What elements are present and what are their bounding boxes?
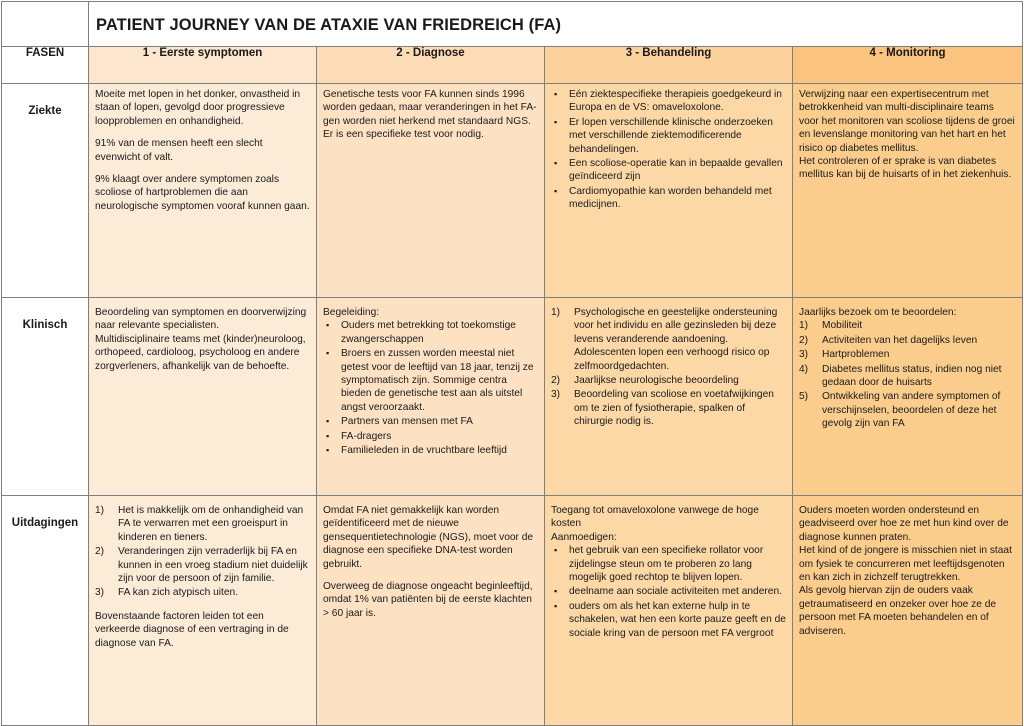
title-corner-cell — [2, 2, 89, 47]
numbered-list — [95, 504, 310, 600]
list-item: ▪ FA-dragers — [323, 430, 538, 443]
row-label-klinisch: Klinisch — [2, 298, 89, 496]
list-number: 2) — [551, 375, 561, 387]
list-item: ▪ ouders om als het kan externe hulp in te schakelen, wat hen een korte pauze geeft en de sociale kring van de persoon met FA vergroot — [551, 600, 786, 640]
cell-paragraph: Verwijzing naar een expertisecentrum met betrokkenheid van multi-disciplinaire teams voor het monitoren van scoliose tijdens de groei en levenslange monitoring van het hart en het risico op diabetes mellitus. — [799, 89, 1015, 154]
cell-ziekte-phase4 — [793, 84, 1023, 298]
list-item: ▪ Broers en zussen worden meestal niet getest voor de leeftijd van 18 jaar, tenzij ze symptomatisch zijn. Sommige centra bieden de genetische test aan als uitstel angst veroorzaakt. — [323, 347, 538, 414]
cell-uitdagingen-phase4 — [793, 496, 1023, 726]
cell-paragraph: Beoordeling van symptomen en doorverwijzing naar relevante specialisten. — [95, 307, 307, 332]
list-item: ▪ Familieleden in de vruchtbare leeftijd — [323, 444, 538, 457]
list-item — [799, 319, 1016, 332]
list-number: 2) — [95, 546, 105, 558]
cell-paragraph: Ouders moeten worden ondersteund en geadviseerd over hoe ze met hun kind over de diagnose kunnen praten. — [799, 505, 1009, 543]
cell-paragraph: Moeite met lopen in het donker, onvastheid in staan of lopen, gevolgd door progressieve loopproblemen en onhandigheid. — [95, 89, 301, 127]
cell-ziekte-phase1 — [89, 84, 317, 298]
list-number: 5) — [799, 391, 809, 403]
cell-uitdagingen-phase1 — [89, 496, 317, 726]
title-cell — [89, 2, 1023, 47]
list-item: ▪ het gebruik van een specifieke rollator voor zijdelingse steun om te proberen zo lang mogelijk goed rechtop te blijven lopen. — [551, 544, 786, 584]
list-item — [95, 545, 310, 585]
list-item — [799, 334, 1016, 347]
cell-intro: Aanmoedigen: — [551, 531, 617, 543]
list-item — [95, 504, 310, 544]
cell-paragraph: Omdat FA niet gemakkelijk kan worden geïdentificeerd met de nieuwe gensequentietechnologie (NGS), moet voor de diagnose een specifieke DNA-test worden gebruikt. — [323, 505, 534, 570]
list-item: ▪ Een scoliose-operatie kan in bepaalde gevallen geïndiceerd zijn — [551, 157, 786, 184]
cell-klinisch-phase2 — [317, 298, 545, 496]
list-number: 1) — [799, 320, 809, 332]
patient-journey-table — [1, 1, 1023, 726]
cell-ziekte-phase3 — [545, 84, 793, 298]
list-item: ▪ deelname aan sociale activiteiten met anderen. — [551, 585, 786, 598]
list-item: ▪ Partners van mensen met FA — [323, 415, 538, 428]
numbered-list — [799, 319, 1016, 430]
list-number: 4) — [799, 363, 809, 375]
cell-paragraph: Het kind of de jongere is misschien niet in staat om fysiek te concurreren met leeftijdsgenoten en kan zich in zichzelf terugtrekken. — [799, 545, 1012, 584]
list-text: Het is makkelijk om de onhandigheid van FA te verwarren met een groeispurt in kinderen en tieners. — [118, 505, 304, 543]
list-text: Psychologische en geestelijke ondersteuning voor het individu en alle gezinsleden bij deze levens veranderende aandoening. Adolescenten lopen een verhoogd risico op zelfmoordgedachten. — [574, 307, 778, 372]
list-number: 1) — [95, 505, 105, 516]
phase-header-3: 3 - Behandeling — [545, 47, 793, 84]
list-item — [799, 363, 1016, 390]
bullet-list — [551, 88, 786, 212]
cell-paragraph: Bovenstaande factoren leiden tot een verkeerde diagnose of een vertraging in de diagnose van FA. — [95, 610, 289, 649]
list-text: Diabetes mellitus status, indien nog niet gedaan door de huisarts — [822, 363, 1002, 389]
list-item — [551, 388, 786, 428]
list-number: 1) — [551, 307, 561, 318]
list-item — [799, 348, 1016, 361]
list-item — [799, 390, 1016, 430]
cell-paragraph: Het controleren of er sprake is van diabetes mellitus kan bij de huisarts of in het ziekenhuis. — [799, 156, 1012, 181]
cell-intro: Jaarlijks bezoek om te beoordelen: — [799, 307, 957, 318]
list-number: 2) — [799, 334, 809, 346]
list-number: 3) — [799, 349, 809, 361]
list-item — [551, 374, 786, 387]
row-label-ziekte: Ziekte — [2, 84, 89, 298]
cell-paragraph: Overweeg de diagnose ongeacht beginleeftijd, omdat 1% van patiënten bij de eerste klachten > 60 jaar is. — [323, 581, 533, 619]
list-text: Activiteiten van het dagelijks leven — [822, 334, 978, 346]
list-text: Veranderingen zijn verraderlijk bij FA en kunnen in een vroeg stadium niet duidelijk zijn voor de persoon of zijn familie. — [118, 546, 308, 585]
cell-ziekte-phase2 — [317, 84, 545, 298]
cell-paragraph: Als gevolg hiervan zijn de ouders vaak getraumatiseerd en onzeker over hoe ze de persoon met FA moeten behandelen en of adviseren. — [799, 585, 997, 637]
list-item: ▪ Er lopen verschillende klinische onderzoeken met verschillende ziektemodificerende behandelingen. — [551, 116, 786, 156]
cell-paragraph: Genetische tests voor FA kunnen sinds 1996 worden gedaan, maar veranderingen in het FA-gen worden niet herkend met standaard NGS. Er is een specifieke test voor nodig. — [323, 89, 537, 141]
list-text: Beoordeling van scoliose en voetafwijkingen om te zien of fysiotherapie, spalken of chirurgie nodig is. — [574, 389, 774, 428]
list-item: ▪ Ouders met betrekking tot toekomstige zwangerschappen — [323, 319, 538, 346]
page-title: PATIENT JOURNEY VAN DE ATAXIE VAN FRIEDREICH (FA) — [96, 16, 562, 34]
bullet-list — [323, 319, 538, 457]
cell-uitdagingen-phase2 — [317, 496, 545, 726]
cell-intro: Begeleiding: — [323, 307, 380, 318]
list-text: Mobiliteit — [822, 320, 863, 332]
list-text: Hartproblemen — [822, 349, 890, 361]
phases-label: FASEN — [2, 47, 89, 84]
phase-header-2: 2 - Diagnose — [317, 47, 545, 84]
cell-intro: Toegang tot omaveloxolone vanwege de hoge kosten — [551, 505, 759, 530]
list-text: FA kan zich atypisch uiten. — [118, 587, 239, 599]
list-item — [95, 586, 310, 599]
row-label-uitdagingen: Uitdagingen — [2, 496, 89, 726]
cell-paragraph: 91% van de mensen heeft een slecht evenwicht of valt. — [95, 138, 263, 163]
cell-klinisch-phase1 — [89, 298, 317, 496]
cell-paragraph: Multidisciplinaire teams met (kinder)neuroloog, orthopeed, cardioloog, psycholoog en andere zorgverleners, afhankelijk van de behoefte. — [95, 333, 306, 372]
list-number: 3) — [551, 389, 561, 401]
cell-klinisch-phase4 — [793, 298, 1023, 496]
list-text: Ontwikkeling van andere symptomen of verschijnselen, beoordelen of deze het gevolg zijn van FA — [822, 391, 1001, 430]
cell-klinisch-phase3 — [545, 298, 793, 496]
list-number: 3) — [95, 587, 105, 599]
phase-header-4: 4 - Monitoring — [793, 47, 1023, 84]
cell-paragraph: 9% klaagt over andere symptomen zoals scoliose of hartproblemen die aan neurologische symptomen vooraf kunnen gaan. — [95, 174, 310, 212]
list-text: Jaarlijkse neurologische beoordeling — [574, 375, 739, 387]
list-item: ▪ Eén ziektespecifieke therapieis goedgekeurd in Europa en de VS: omaveloxolone. — [551, 88, 786, 115]
bullet-list — [551, 544, 786, 640]
numbered-list — [551, 306, 786, 429]
cell-uitdagingen-phase3 — [545, 496, 793, 726]
list-item: ▪ Cardiomyopathie kan worden behandeld met medicijnen. — [551, 185, 786, 212]
list-item — [551, 306, 786, 373]
phase-header-1: 1 - Eerste symptomen — [89, 47, 317, 84]
